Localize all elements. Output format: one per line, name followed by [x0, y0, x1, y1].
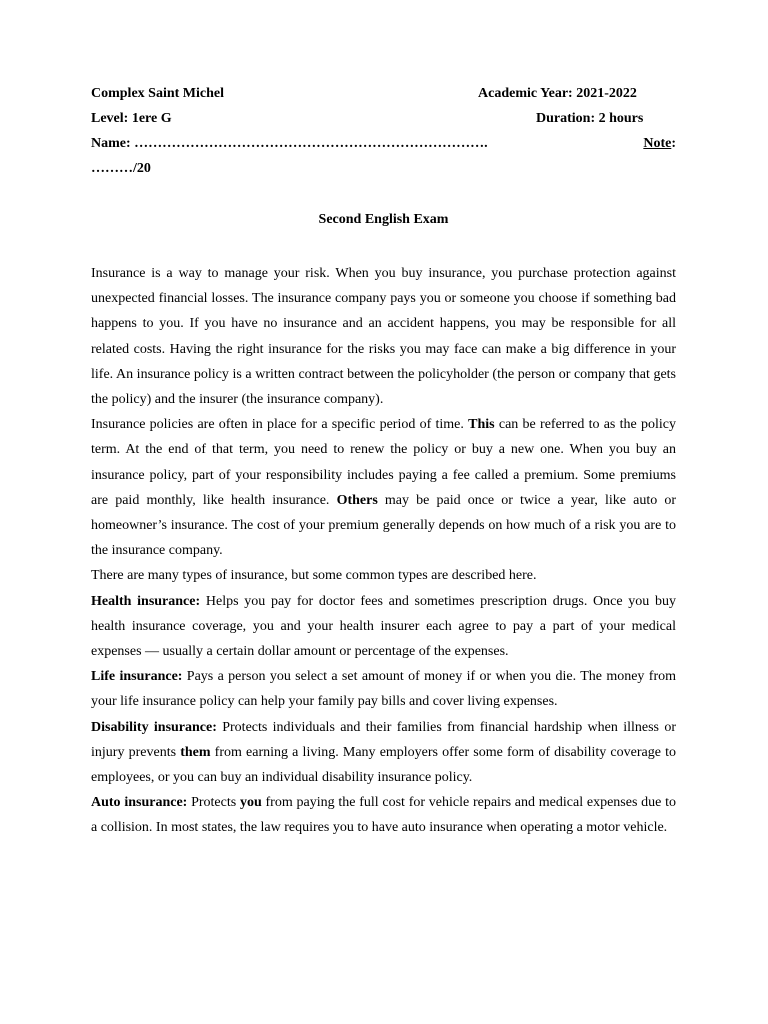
header-row-4	[91, 159, 676, 184]
name-line	[91, 134, 488, 154]
exam-page	[91, 84, 676, 841]
score-line: ………/20	[91, 161, 151, 176]
text-span: can be referred to as the policy term. At the end of that term, you need to renew the policy or buy a new one. When you buy an insurance policy, part of your responsibility includes paying a fee called a premium. Some premiums are paid monthly, like health insurance.	[91, 417, 676, 508]
text-span: from paying the full cost for vehicle repairs and medical expenses due to a collision. In most states, the law requires you to have auto insurance when operating a motor vehicle.	[91, 795, 677, 836]
bold-word-this: This	[468, 417, 495, 433]
header-row-2	[91, 109, 676, 134]
note-label: Note	[643, 136, 672, 151]
text-span: Protects individuals and their families from financial hardship when illness or injury prevents	[91, 719, 676, 760]
paragraph-intro: Insurance is a way to manage your risk. When you buy insurance, you purchase protection against unexpected financial losses. The insurance company pays you or someone you choose if something bad happens to you. If you have no insurance and an accident happens, you may be responsible for all related costs. Having the right insurance for the risks you may face can make a big difference in your life. An insurance policy is a written contract between the policyholder (the person or company that gets the policy) and the insurer (the insurance company).	[91, 266, 676, 408]
text-span: Insurance policies are often in place for a specific period of time.	[91, 417, 469, 433]
health-insurance-label: Health insurance:	[91, 593, 201, 609]
reading-passage	[91, 261, 676, 841]
paragraph-types: There are many types of insurance, but some common types are described here.	[91, 568, 537, 584]
academic-year: Academic Year: 2021-2022	[478, 86, 637, 101]
paragraph-life	[91, 664, 676, 714]
bold-word-them: them	[180, 744, 211, 760]
name-label: Name:	[91, 136, 131, 151]
text-span: Pays a person you select a set amount of money if or when you die. The money from your life insurance policy can help your family pay bills and cover living expenses.	[91, 669, 676, 710]
bold-word-you: you	[239, 795, 262, 811]
paragraph-policy-term	[91, 412, 676, 563]
header-row-3	[91, 134, 676, 159]
auto-insurance-label: Auto insurance:	[91, 795, 188, 811]
paragraph-auto	[91, 790, 676, 840]
duration: Duration: 2 hours	[536, 111, 644, 126]
paragraph-disability	[91, 715, 676, 791]
paragraph-health	[91, 589, 676, 665]
text-span: may be paid once or twice a year, like auto or homeowner’s insurance. The cost of your premium generally depends on how much of a risk you are to the insurance company.	[91, 492, 676, 559]
life-insurance-label: Life insurance:	[91, 669, 183, 685]
school-name: Complex Saint Michel	[91, 86, 224, 101]
disability-insurance-label: Disability insurance:	[91, 719, 217, 735]
text-span: Helps you pay for doctor fees and sometimes prescription drugs. Once you buy health insurance coverage, you and your health insurer each agree to pay a part of your medical expenses — usually a certain dollar amount or percentage of the expenses.	[91, 593, 676, 660]
note-label-group	[643, 134, 676, 154]
text-span: Protects	[187, 795, 240, 811]
text-span: from earning a living. Many employers offer some form of disability coverage to employees, or you can buy an individual disability insurance policy.	[91, 744, 676, 786]
exam-title: Second English Exam	[318, 212, 449, 227]
name-dots: ………………………………………………………………….	[134, 136, 488, 151]
note-colon: :	[671, 136, 676, 151]
bold-word-others: Others	[336, 492, 378, 508]
header-row-1	[91, 84, 676, 109]
level: Level: 1ere G	[91, 111, 172, 126]
